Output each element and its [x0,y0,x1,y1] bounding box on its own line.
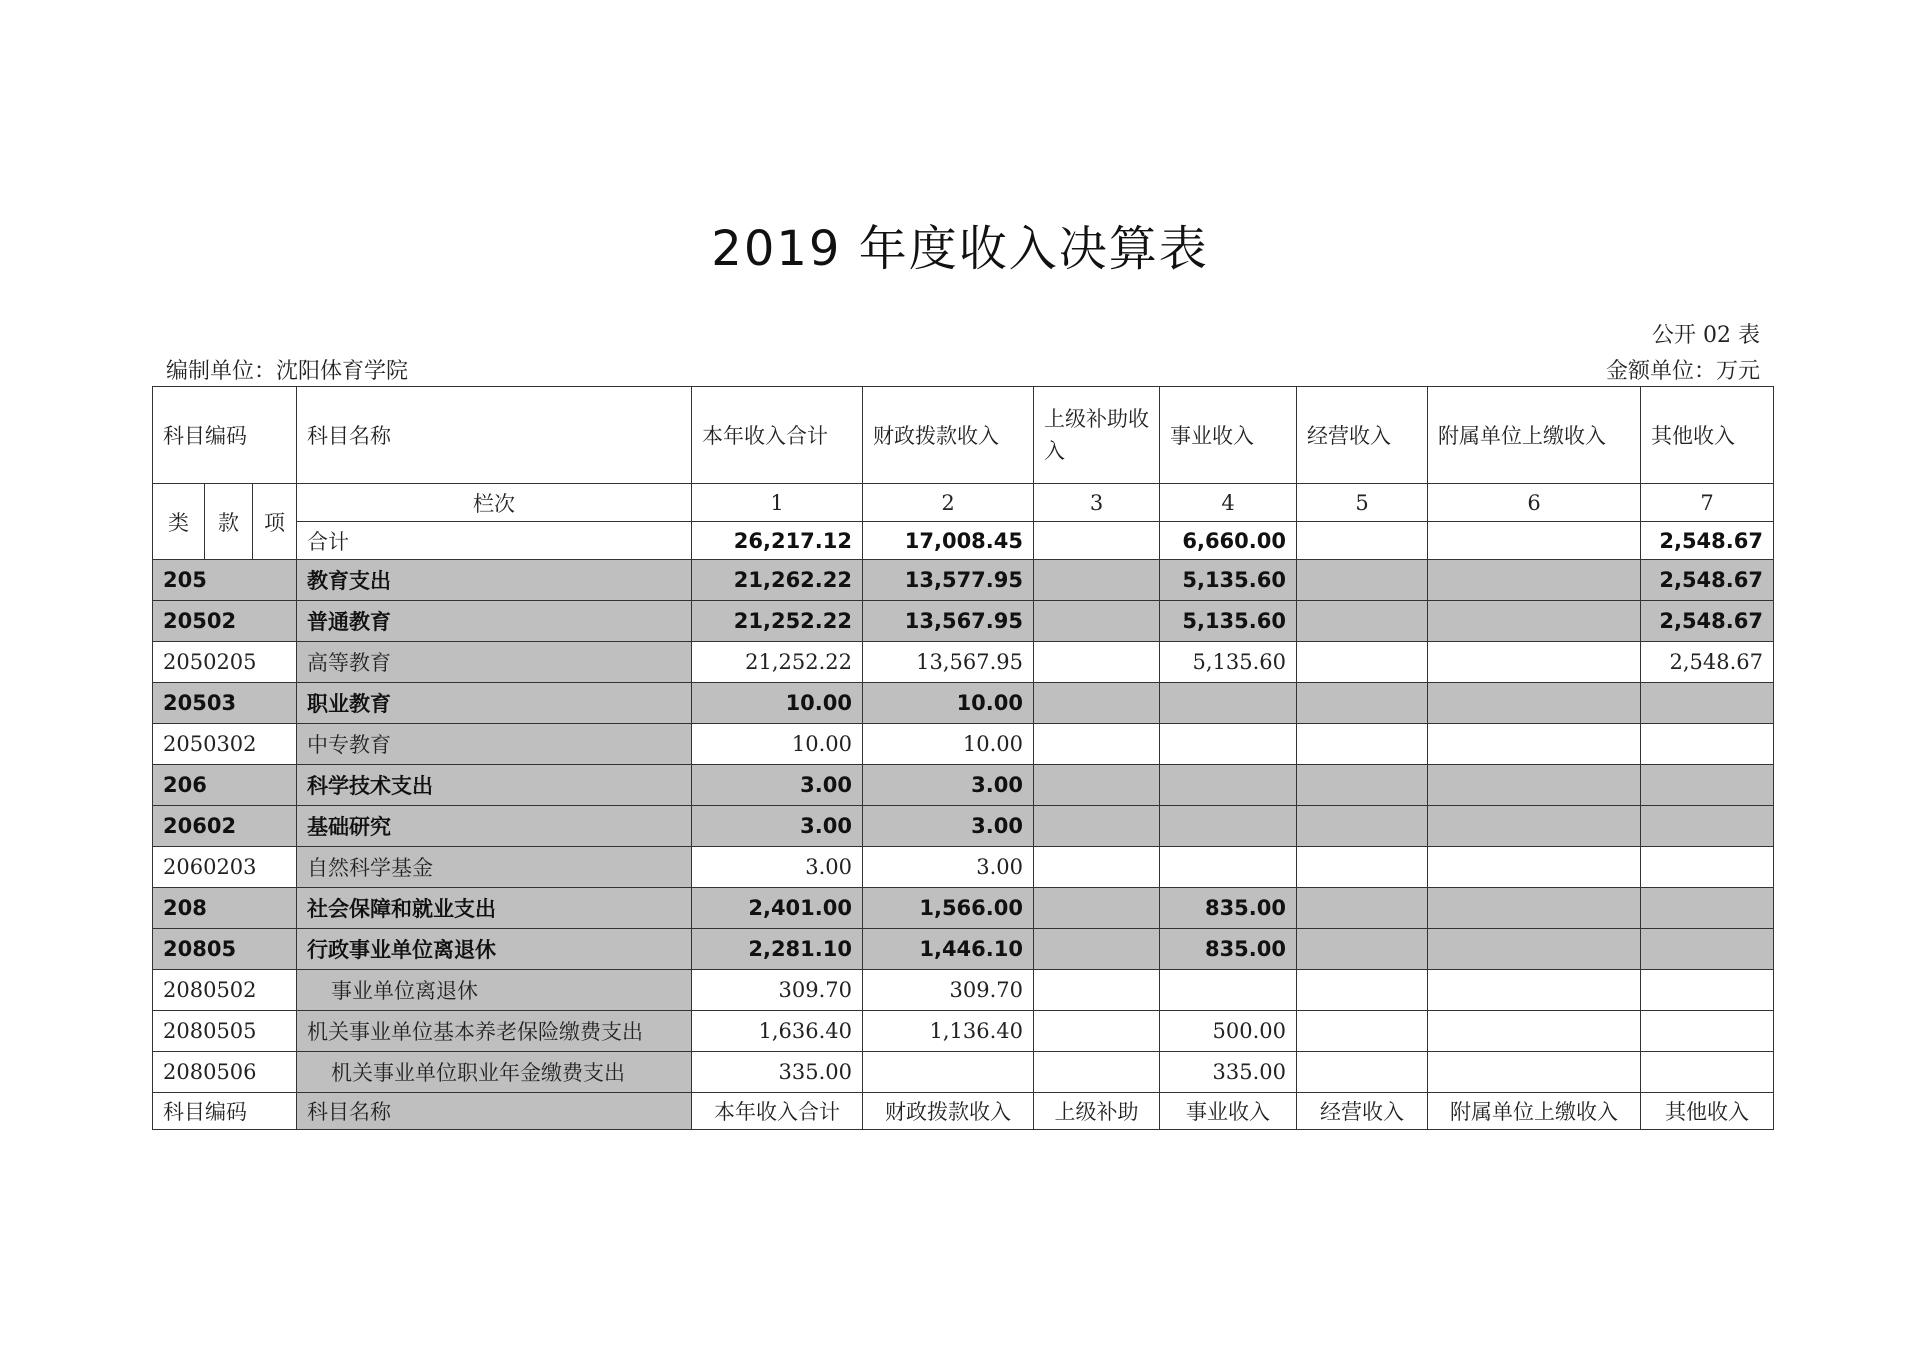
header-row [153,387,1774,484]
row-code: 2060203 [153,847,297,888]
row-operating [1297,560,1428,601]
table-row [153,806,1774,847]
row-fiscal: 1,566.00 [863,888,1034,929]
row-affiliated [1428,970,1641,1011]
row-affiliated [1428,888,1641,929]
column-number-row [153,484,1774,522]
row-business: 500.00 [1160,1011,1297,1052]
row-subsidy [1034,560,1160,601]
footer-total: 本年收入合计 [692,1093,863,1130]
row-total: 309.70 [692,970,863,1011]
row-subsidy [1034,683,1160,724]
footer-subsidy: 上级补助 [1034,1093,1160,1130]
footer-operating: 经营收入 [1297,1093,1428,1130]
sub-header-lei: 类 [153,484,205,560]
header-fiscal: 财政拨款收入 [863,387,1034,484]
row-name: 中专教育 [297,724,692,765]
row-subsidy [1034,765,1160,806]
row-code: 20602 [153,806,297,847]
row-code: 208 [153,888,297,929]
row-fiscal: 3.00 [863,847,1034,888]
row-subsidy [1034,1052,1160,1093]
row-affiliated [1428,847,1641,888]
row-other: 2,548.67 [1641,560,1774,601]
table-row [153,683,1774,724]
total-business: 6,660.00 [1160,522,1297,560]
compiling-unit: 编制单位：沈阳体育学院 [166,359,409,384]
total-subsidy [1034,522,1160,560]
row-business [1160,765,1297,806]
row-name: 教育支出 [297,560,692,601]
row-total: 2,401.00 [692,888,863,929]
row-other [1641,888,1774,929]
row-affiliated [1428,683,1641,724]
row-total: 335.00 [692,1052,863,1093]
sub-header-xiang: 项 [253,484,297,560]
row-code: 2050302 [153,724,297,765]
row-operating [1297,724,1428,765]
row-affiliated [1428,642,1641,683]
income-final-accounts-table [152,386,1774,1130]
row-name: 职业教育 [297,683,692,724]
row-other [1641,970,1774,1011]
total-row [153,522,1774,560]
row-fiscal: 13,577.95 [863,560,1034,601]
row-operating [1297,1052,1428,1093]
row-code: 2050205 [153,642,297,683]
row-code: 2080505 [153,1011,297,1052]
row-other [1641,1011,1774,1052]
row-affiliated [1428,1052,1641,1093]
header-affiliated: 附属单位上缴收入 [1428,387,1641,484]
page-title: 2019 年度收入决算表 [711,221,1209,277]
row-operating [1297,683,1428,724]
row-fiscal: 13,567.95 [863,601,1034,642]
row-fiscal: 309.70 [863,970,1034,1011]
row-name: 行政事业单位离退休 [297,929,692,970]
row-code: 20502 [153,601,297,642]
table-row [153,642,1774,683]
header-operating: 经营收入 [1297,387,1428,484]
row-operating [1297,806,1428,847]
column-number-3: 3 [1034,484,1160,522]
row-name: 机关事业单位职业年金缴费支出 [297,1052,692,1093]
row-subsidy [1034,1011,1160,1052]
row-total: 10.00 [692,724,863,765]
row-fiscal: 1,136.40 [863,1011,1034,1052]
row-subsidy [1034,806,1160,847]
row-total: 10.00 [692,683,863,724]
row-fiscal [863,1052,1034,1093]
total-label: 合计 [297,522,692,560]
row-business [1160,847,1297,888]
row-subsidy [1034,724,1160,765]
row-business: 5,135.60 [1160,601,1297,642]
row-business [1160,683,1297,724]
column-number-2: 2 [863,484,1034,522]
table-row [153,724,1774,765]
row-total: 3.00 [692,847,863,888]
row-total: 1,636.40 [692,1011,863,1052]
row-other [1641,683,1774,724]
row-business: 835.00 [1160,929,1297,970]
row-business: 835.00 [1160,888,1297,929]
table-row [153,765,1774,806]
row-code: 2080502 [153,970,297,1011]
row-name: 科学技术支出 [297,765,692,806]
row-subsidy [1034,847,1160,888]
row-subsidy [1034,888,1160,929]
header-name: 科目名称 [297,387,692,484]
total-fiscal: 17,008.45 [863,522,1034,560]
row-fiscal: 1,446.10 [863,929,1034,970]
column-number-5: 5 [1297,484,1428,522]
row-subsidy [1034,642,1160,683]
row-subsidy [1034,601,1160,642]
footer-affiliated: 附属单位上缴收入 [1428,1093,1641,1130]
row-affiliated [1428,560,1641,601]
total-other: 2,548.67 [1641,522,1774,560]
row-code: 205 [153,560,297,601]
row-business: 5,135.60 [1160,560,1297,601]
sub-header-kuan: 款 [205,484,253,560]
row-operating [1297,970,1428,1011]
footer-name: 科目名称 [297,1093,692,1130]
row-name: 自然科学基金 [297,847,692,888]
row-other [1641,806,1774,847]
header-subsidy: 上级补助收入 [1034,387,1160,484]
column-number-1: 1 [692,484,863,522]
row-fiscal: 10.00 [863,724,1034,765]
row-code: 20805 [153,929,297,970]
row-operating [1297,765,1428,806]
row-other: 2,548.67 [1641,601,1774,642]
row-fiscal: 3.00 [863,806,1034,847]
row-other: 2,548.67 [1641,642,1774,683]
row-name: 基础研究 [297,806,692,847]
row-affiliated [1428,1011,1641,1052]
row-subsidy [1034,929,1160,970]
row-business: 335.00 [1160,1052,1297,1093]
row-affiliated [1428,806,1641,847]
row-name: 机关事业单位基本养老保险缴费支出 [297,1011,692,1052]
header-code: 科目编码 [153,387,297,484]
row-total: 21,262.22 [692,560,863,601]
table-row [153,1052,1774,1093]
row-operating [1297,601,1428,642]
row-operating [1297,1011,1428,1052]
row-affiliated [1428,765,1641,806]
total-operating [1297,522,1428,560]
row-other [1641,929,1774,970]
row-business [1160,806,1297,847]
row-operating [1297,847,1428,888]
row-subsidy [1034,970,1160,1011]
row-total: 2,281.10 [692,929,863,970]
row-total: 3.00 [692,806,863,847]
row-affiliated [1428,601,1641,642]
row-total: 21,252.22 [692,642,863,683]
column-number-7: 7 [1641,484,1774,522]
total-amount: 26,217.12 [692,522,863,560]
row-other [1641,724,1774,765]
row-operating [1297,642,1428,683]
table-row [153,601,1774,642]
sub-header-lanci: 栏次 [297,484,692,522]
row-total: 3.00 [692,765,863,806]
row-business: 5,135.60 [1160,642,1297,683]
table-row [153,888,1774,929]
table-row [153,1011,1774,1052]
row-operating [1297,888,1428,929]
footer-code: 科目编码 [153,1093,297,1130]
row-affiliated [1428,929,1641,970]
row-name: 高等教育 [297,642,692,683]
row-business [1160,970,1297,1011]
row-other [1641,847,1774,888]
amount-unit: 金额单位：万元 [1605,359,1760,384]
table-row [153,847,1774,888]
footer-fiscal: 财政拨款收入 [863,1093,1034,1130]
row-code: 206 [153,765,297,806]
column-number-4: 4 [1160,484,1297,522]
footer-business: 事业收入 [1160,1093,1297,1130]
row-affiliated [1428,724,1641,765]
row-fiscal: 10.00 [863,683,1034,724]
row-total: 21,252.22 [692,601,863,642]
row-name: 社会保障和就业支出 [297,888,692,929]
row-other [1641,765,1774,806]
footer-header-row [153,1093,1774,1130]
column-number-6: 6 [1428,484,1641,522]
header-total: 本年收入合计 [692,387,863,484]
row-fiscal: 3.00 [863,765,1034,806]
row-code: 20503 [153,683,297,724]
header-other: 其他收入 [1641,387,1774,484]
row-code: 2080506 [153,1052,297,1093]
row-fiscal: 13,567.95 [863,642,1034,683]
row-name: 普通教育 [297,601,692,642]
form-number: 公开 02 表 [1652,323,1760,348]
total-affiliated [1428,522,1641,560]
row-other [1641,1052,1774,1093]
table-row [153,560,1774,601]
row-business [1160,724,1297,765]
row-operating [1297,929,1428,970]
table-row [153,970,1774,1011]
row-name: 事业单位离退休 [297,970,692,1011]
header-business: 事业收入 [1160,387,1297,484]
table-row [153,929,1774,970]
footer-other: 其他收入 [1641,1093,1774,1130]
